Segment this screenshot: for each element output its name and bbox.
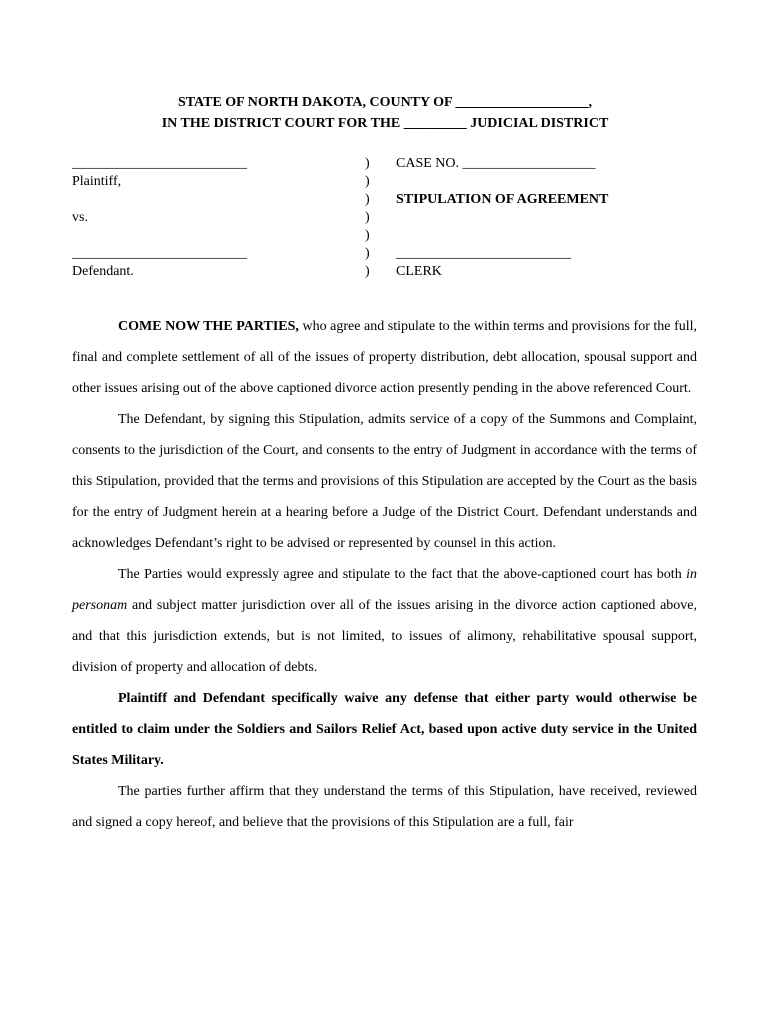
defendant-name-line: _________________________	[72, 246, 247, 261]
case-number-field: CASE NO. ___________________	[396, 156, 596, 171]
caption-paren: )	[365, 192, 370, 207]
jurisdiction-text-a: The Parties would expressly agree and stipulate to the fact that the above-captioned court has both	[118, 567, 687, 582]
jurisdiction-text-b: and subject matter jurisdiction over all of the issues arising in the divorce action captioned above, and that this jurisdiction extends, but is not limited, to issues of alimony, rehabilitative spousal support, division of property and allocation of debts.	[72, 598, 697, 675]
defendant-label: Defendant.	[72, 264, 134, 279]
in-personam-term: in personam	[72, 567, 697, 613]
paragraph-affirmation: The parties further affirm that they understand the terms of this Stipulation, have received, reviewed and signed a copy hereof, and believe that the provisions of this Stipulation are a full, fair	[72, 784, 697, 830]
court-header-state-county: STATE OF NORTH DAKOTA, COUNTY OF ___________________,	[177, 95, 593, 110]
caption-paren: )	[365, 210, 370, 225]
caption-paren: )	[365, 156, 370, 171]
paragraph-defendant-consent: The Defendant, by signing this Stipulation, admits service of a copy of the Summons and Complaint, consents to the jurisdiction of the Court, and consents to the entry of Judgment in accordance with the terms of this Stipulation, provided that the terms and provisions of this Stipulation are accepted by the Court as the basis for the entry of Judgment herein at a hearing before a Judge of the District Court. Defendant understands and acknowledges Defendant’s right to be advised or represented by counsel in this action.	[72, 412, 697, 551]
document-title: STIPULATION OF AGREEMENT	[396, 192, 609, 207]
clerk-signature-line: _________________________	[396, 246, 571, 261]
plaintiff-label: Plaintiff,	[72, 174, 122, 189]
paragraph-jurisdiction	[72, 559, 697, 683]
caption-paren: )	[365, 228, 370, 243]
clerk-label: CLERK	[396, 264, 442, 279]
caption-paren: )	[365, 174, 370, 189]
court-header-district: IN THE DISTRICT COURT FOR THE _________ JUDICIAL DISTRICT	[161, 116, 609, 131]
paragraph-parties	[72, 311, 697, 404]
paragraph-soldiers-sailors-waiver: Plaintiff and Defendant specifically waive any defense that either party would otherwise be entitled to claim under the Soldiers and Sailors Relief Act, based upon active duty service in the United States Military.	[72, 691, 697, 768]
caption-paren: )	[365, 264, 370, 279]
caption-paren: )	[365, 246, 370, 261]
paragraph-parties-text: who agree and stipulate to the within terms and provisions for the full, final and complete settlement of all of the issues of property distribution, debt allocation, spousal support and other issues arising out of the above captioned divorce action presently pending in the above referenced Court.	[72, 319, 698, 396]
plaintiff-name-line: _________________________	[72, 156, 247, 171]
document-body	[72, 311, 697, 838]
versus-label: vs.	[72, 210, 88, 225]
parties-lead-in: COME NOW THE PARTIES,	[118, 319, 299, 334]
